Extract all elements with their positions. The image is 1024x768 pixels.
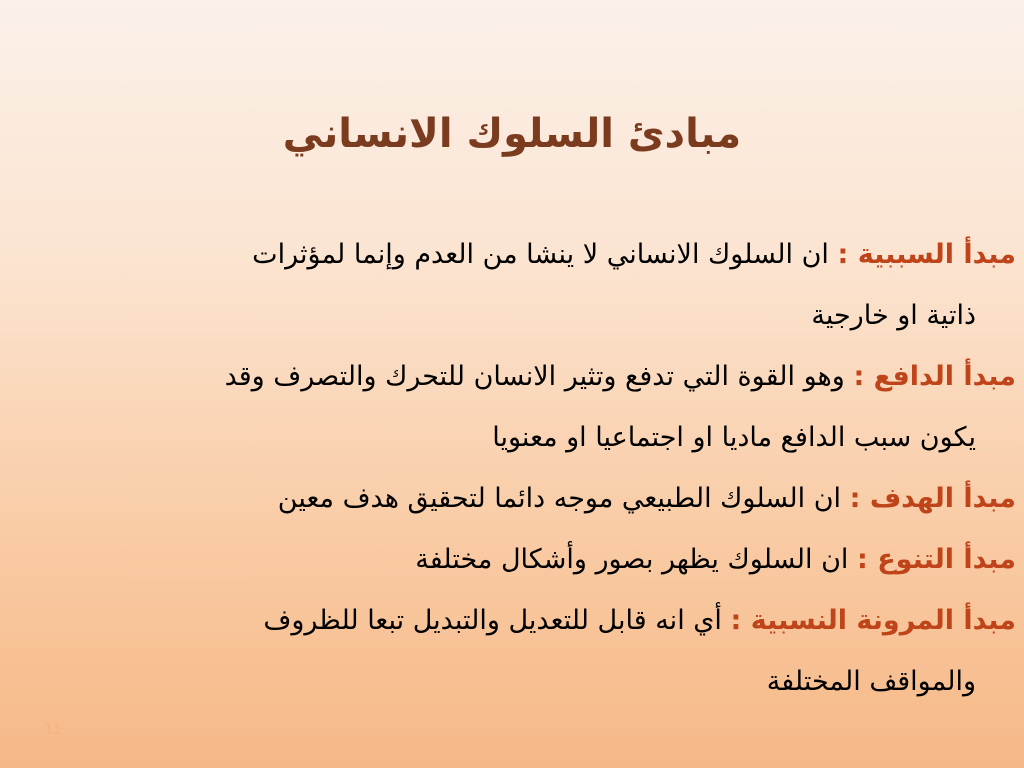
principle-name: مبدأ الدافع :: [853, 361, 1016, 392]
principle-text: ان السلوك الطبيعي موجه دائما لتحقيق هدف معين: [277, 483, 842, 514]
principle-name: مبدأ التنوع :: [857, 544, 1016, 575]
principle-goal: [8, 468, 1016, 529]
principle-text-continuation: والمواقف المختلفة: [766, 666, 976, 697]
principle-causality: [8, 224, 1016, 346]
principle-text: ان السلوك الانساني لا ينشا من العدم وإنما لمؤثرات: [252, 239, 829, 270]
principle-line: [8, 529, 1016, 590]
principle-name: مبدأ السببية :: [837, 239, 1016, 270]
principle-text: ان السلوك يظهر بصور وأشكال مختلفة: [415, 544, 849, 575]
principle-text: أي انه قابل للتعديل والتبديل تبعا للظروف: [263, 605, 722, 636]
principle-text-continuation: يكون سبب الدافع ماديا او اجتماعيا او معنويا: [492, 422, 976, 453]
principle-relative-flexibility: [8, 590, 1016, 712]
principle-name: مبدأ المرونة النسبية :: [730, 605, 1016, 636]
principle-diversity: [8, 529, 1016, 590]
principle-name: مبدأ الهدف :: [849, 483, 1016, 514]
principle-line: [8, 468, 1016, 529]
slide-number: 11: [44, 722, 62, 738]
slide-title: مبادئ السلوك الانساني: [282, 111, 742, 157]
principle-motive: [8, 346, 1016, 468]
principle-text: وهو القوة التي تدفع وتثير الانسان للتحرك والتصرف وقد: [224, 361, 845, 392]
principle-line: [8, 590, 1016, 651]
principles-list: [8, 224, 1016, 712]
principle-line: [8, 224, 1016, 285]
principle-line: [8, 346, 1016, 407]
principle-text-continuation: ذاتية او خارجية: [811, 300, 976, 331]
